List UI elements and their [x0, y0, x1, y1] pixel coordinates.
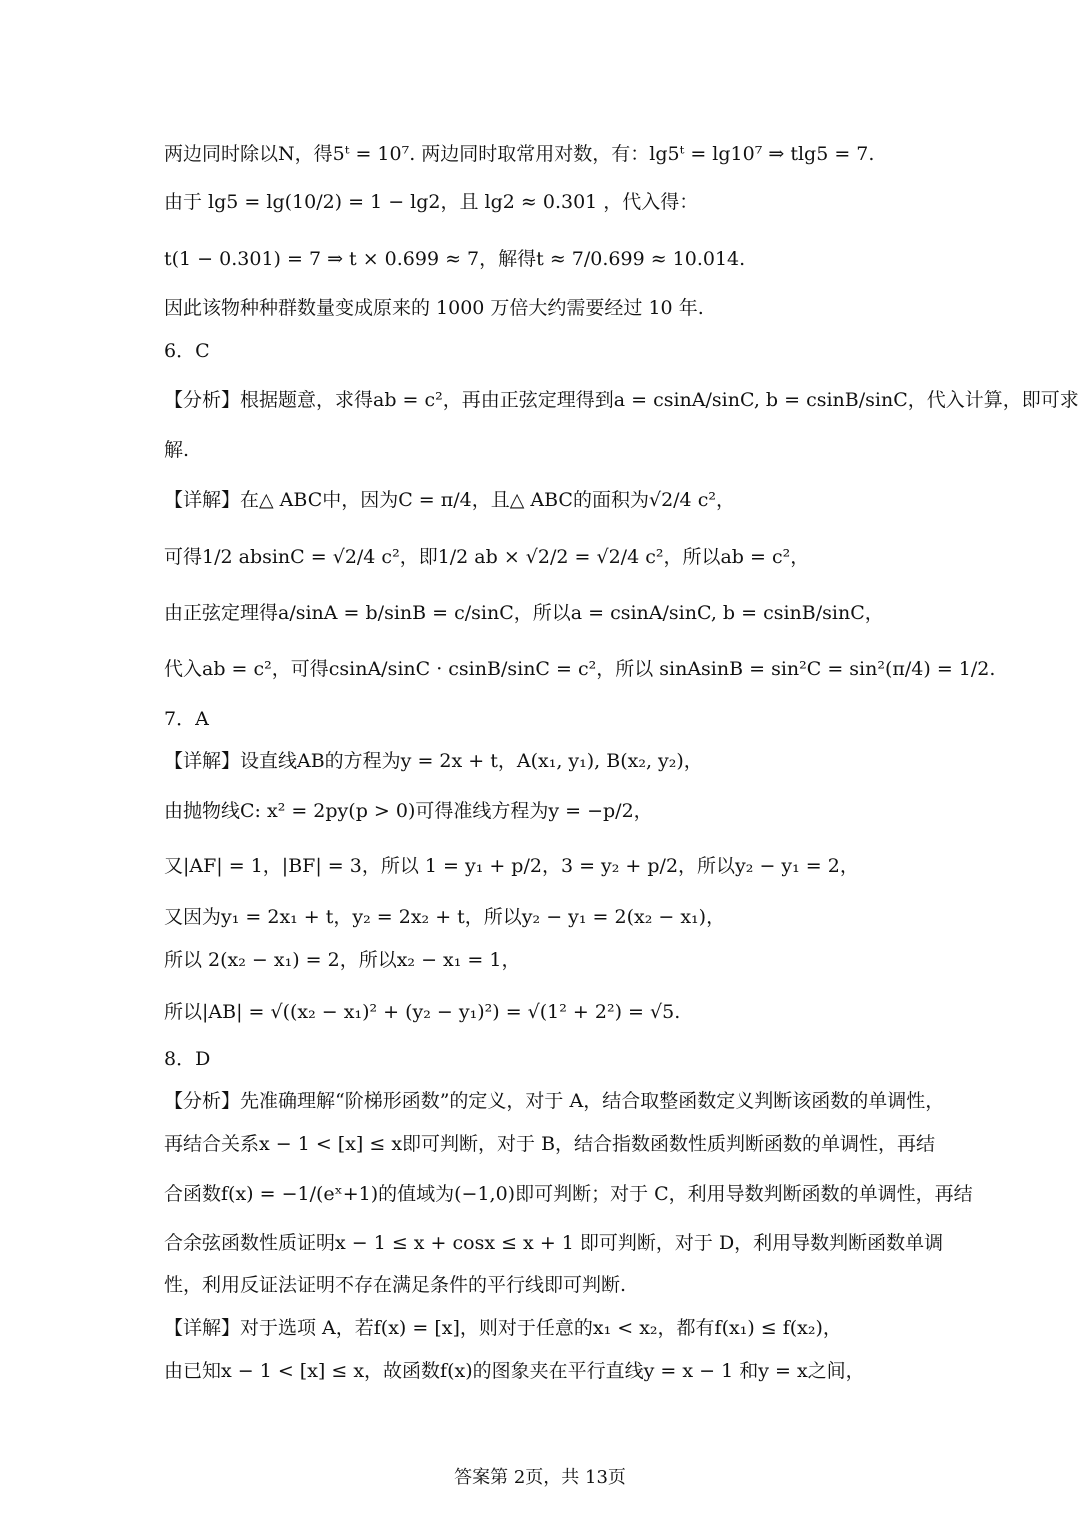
text-line: 【分析】先准确理解“阶梯形函数”的定义，对于 A，结合取整函数定义判断该函数的单调性，	[164, 1090, 945, 1112]
text-line: 可得1/2 absinC = √2/4 c²，即1/2 ab × √2/2 = √2/4 c²，所以ab = c²，	[164, 546, 810, 568]
text-line: 所以 2(x₂ − x₁) = 2，所以x₂ − x₁ = 1，	[164, 949, 521, 971]
page-footer: 答案第 2页，共 13页	[454, 1467, 626, 1488]
text-line: 又因为y₁ = 2x₁ + t，y₂ = 2x₂ + t，所以y₂ − y₁ = 2(x₂ − x₁)，	[164, 906, 726, 928]
text-line: 代入ab = c²，可得csinA/sinC · csinB/sinC = c²，所以 sinAsinB = sin²C = sin²(π/4) = 1/2.	[164, 658, 996, 680]
text-line: 由抛物线C: x² = 2py(p > 0)可得准线方程为y = −p/2，	[164, 800, 653, 822]
text-line: 合函数f(x) = −1/(eˣ+1)的值域为(−1,0)即可判断；对于 C，利用导数判断函数的单调性，再结	[164, 1183, 973, 1205]
text-line: 【详解】设直线AB的方程为y = 2x + t，A(x₁, y₁), B(x₂, y₂)，	[164, 750, 703, 772]
text-line: 因此该物种种群数量变成原来的 1000 万倍大约需要经过 10 年.	[164, 297, 704, 319]
text-line: 【详解】对于选项 A，若f(x) = [x]，则对于任意的x₁ < x₂，都有f(x₁) ≤ f(x₂)，	[164, 1317, 842, 1339]
text-line: 所以|AB| = √((x₂ − x₁)² + (y₂ − y₁)²) = √(1² + 2²) = √5.	[164, 1001, 681, 1023]
text-line: 【分析】根据题意，求得ab = c²，再由正弦定理得到a = csinA/sinC, b = csinB/sinC，代入计算，即可求	[164, 389, 1079, 411]
question-number: 8．D	[164, 1048, 211, 1070]
text-line: 由已知x − 1 < [x] ≤ x，故函数f(x)的图象夹在平行直线y = x − 1 和y = x之间，	[164, 1360, 865, 1382]
text-line: 性，利用反证法证明不存在满足条件的平行线即可判断.	[164, 1274, 627, 1296]
text-line: 【详解】在△ ABC中，因为C = π/4，且△ ABC的面积为√2/4 c²，	[164, 489, 735, 511]
text-line: 由于 lg5 = lg(10/2) = 1 − lg2，且 lg2 ≈ 0.301 ，代入得：	[164, 191, 699, 213]
text-line: 再结合关系x − 1 < [x] ≤ x即可判断，对于 B，结合指数函数性质判断函数的单调性，再结	[164, 1133, 936, 1155]
text-line: 两边同时除以N，得5ᵗ = 10⁷. 两边同时取常用对数，有：lg5ᵗ = lg10⁷ ⇒ tlg5 = 7.	[164, 143, 875, 165]
text-line: 又|AF| = 1，|BF| = 3，所以 1 = y₁ + p/2，3 = y₂ + p/2，所以y₂ − y₁ = 2，	[164, 855, 859, 877]
text-line: 解.	[164, 439, 190, 461]
text-line: t(1 − 0.301) = 7 ⇒ t × 0.699 ≈ 7，解得t ≈ 7/0.699 ≈ 10.014.	[164, 248, 746, 270]
question-number: 7．A	[164, 708, 209, 730]
question-number: 6．C	[164, 340, 210, 362]
text-line: 由正弦定理得a/sinA = b/sinB = c/sinC，所以a = csinA/sinC, b = csinB/sinC，	[164, 602, 884, 624]
text-line: 合余弦函数性质证明x − 1 ≤ x + cosx ≤ x + 1 即可判断，对于 D，利用导数判断函数单调	[164, 1232, 944, 1254]
